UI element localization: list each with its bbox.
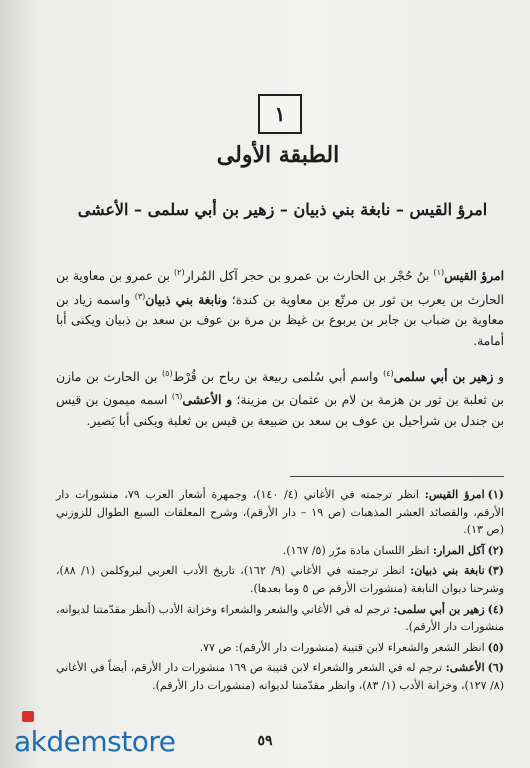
footnote-text: ترجم له في الشعر والشعراء لابن قتيبة ص ١٦٩ منشورات دار الأرقم، أيضاً في الأغاني (٨/ ١٢٧)، وخزانة الأدب (١/ ٨٣)، وانظر مقدّمتنا لديوانه (منشورات دار الأرقم).: [56, 661, 504, 692]
footnote-ref: (٤): [383, 368, 394, 378]
footnote-term: آكل المرار:: [432, 543, 485, 557]
footnote-item: [56, 601, 504, 636]
poet-name: امرؤ القيس: [444, 268, 504, 284]
paragraph-text: و: [493, 369, 504, 384]
footnote-text: انظر ترجمته في الأغاني (٩/ ١٦٢)، تاريخ الأدب العربي لبروكلمن (١/ ٨٨)، وشرحنا ديوان النابغة (منشورات الأرقم ص ٥ وما بعدها).: [56, 564, 504, 595]
footnote-number: (٣): [487, 564, 505, 578]
footnote-text: ترجم له في الأغاني والشعر والشعراء وخزانة الأدب (أنظر مقدّمتنا لديوانه، منشورات دار الأرقم).: [56, 602, 504, 634]
footnote-text: انظر الشعر والشعراء لابن قتيبة (منشورات دار الأرقم): ص ٧٧.: [199, 640, 485, 654]
store-watermark-logo: [14, 722, 204, 762]
paragraph-text: واسم أبي سُلمى ربيعة بن رباح بن قُرْط: [172, 369, 384, 384]
footnote-term: امرؤ القيس:: [424, 488, 485, 501]
paragraph-text: اسمه ميمون بن قيس بن جندل بن شراحيل بن عوف بن سعد بن ضبيعة بن قيس بن ثعلبة ويكنى أبا بَصير.: [56, 393, 504, 428]
poet-name: و الأعشى: [182, 392, 233, 408]
chapter-title: الطبقة الأولى: [216, 142, 340, 168]
footnotes: [56, 486, 504, 698]
footnote-number: (٢): [487, 543, 504, 557]
section-subtitle: امرؤ القيس – نابغة بني ذبيان – زهير بن أبي سلمى – الأعشى: [77, 200, 488, 219]
footnote-number: (٦): [487, 661, 504, 675]
chapter-number-box: [258, 94, 302, 134]
footnote-item: [56, 659, 504, 694]
footnote-item: [56, 639, 504, 657]
chapter-number: ١: [274, 102, 286, 126]
paragraph-2: [56, 364, 504, 432]
footnote-item: [56, 542, 504, 560]
footnote-term: الأعشى:: [445, 661, 485, 675]
footnote-ref: (٢): [174, 268, 185, 277]
footnote-ref: (٥): [162, 368, 173, 378]
paragraph-text: بن الحارث بن مازن بن ثعلبة بن ثور بن هزمة بن لام بن عثمان بن مزينة؛: [56, 369, 504, 408]
footnote-ref: (١): [433, 268, 445, 277]
footnote-item: [56, 486, 504, 539]
footnote-ref: (٣): [134, 291, 146, 301]
poet-name: ونابغة بني ذبيان: [145, 291, 228, 307]
page-number: ٥٩: [257, 733, 273, 749]
body-text: [56, 263, 504, 444]
footnote-divider: [290, 476, 504, 477]
footnote-ref: (٦): [171, 392, 183, 402]
poet-name: زهير بن أبي سلمى: [393, 368, 494, 384]
footnote-number: (٥): [487, 640, 504, 654]
footnote-number: (٤): [487, 602, 504, 616]
paragraph-text: بنُ حُجْر بن الحارث بن عمرو بن حجر آكل المُرار: [184, 269, 434, 284]
footnote-number: (١): [487, 488, 504, 501]
logo-text: akdemstore: [14, 725, 176, 758]
footnote-term: نابغة بني ذبيان:: [410, 564, 485, 578]
footnote-item: [56, 562, 504, 597]
paragraph-text: بن عمرو بن معاوية بن الحارث بن يعرب بن ثور بن مرتّع بن معاوية بن كندة؛: [56, 269, 504, 307]
bag-icon: [22, 711, 34, 722]
paragraph-1: [56, 263, 504, 352]
paragraph-text: واسمه زياد بن معاوية بن ضباب بن جابر بن يربوع بن غيظ بن مرة بن عوف بن سعد بن ذبيان ويكنى أبا أمامة.: [56, 292, 504, 348]
footnote-text: انظر اللسان مادة مرّر (٥/ ١٦٧).: [282, 543, 433, 557]
footnote-text: انظر ترجمته في الأغاني (٤/ ١٤٠)، وجمهرة أشعار العرب ٧٩، منشورات دار الأرقم، والقصائد العشر المذهبات (ص ١٩ – دار الأرقم)، وشرح المعلقات السبع الطوال للزوزني (ص ١٣).: [56, 488, 504, 537]
footnote-term: زهير بن أبي سلمى:: [393, 602, 485, 616]
